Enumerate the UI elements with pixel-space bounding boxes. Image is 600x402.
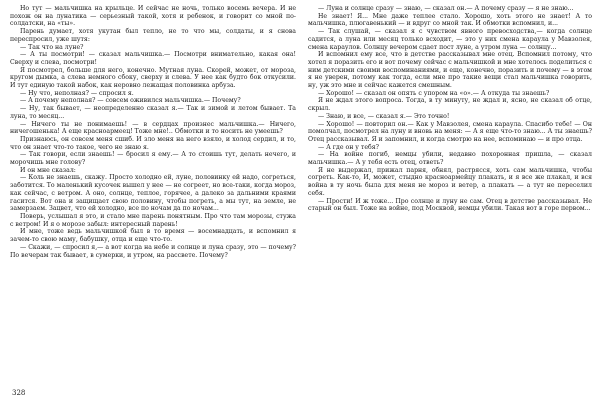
paragraph: Парень думает, хотя укутан был тепло, не то что мы, солдаты, и я снова переспросил, уже шутя: bbox=[10, 28, 296, 43]
paragraph: Я не ждал этого вопроса. Тогда, в ту минуту, не ждал и, ясно, не сказал об отце, скрыл. bbox=[308, 97, 592, 113]
paragraph: — А почему неполная? — совсем оживился мальчишка.— Почему? bbox=[20, 97, 241, 105]
page-number: 328 bbox=[12, 389, 26, 397]
paragraph: — Так что на луне? bbox=[20, 43, 84, 51]
paragraph: — Ну что, неполная? — спросил я. bbox=[20, 89, 134, 97]
paragraph: Признаюсь, он совсем меня сшиб. И зло меня на него взяло, и холод сердил, и то, что он знает что-то такое, чего не знаю я. bbox=[10, 135, 296, 151]
paragraph: И мне, тоже ведь мальчишкой был в то время — восемнадцать, и вспомнил я зачем-то свою маму, бабушку, отца и еще что-то. bbox=[10, 228, 296, 244]
paragraph: — Так говори, если знаешь! — бросил я ему.— А то стоишь тут, делать нечего, и морочишь мне голову? bbox=[10, 151, 296, 167]
left-page-column bbox=[10, 5, 296, 385]
paragraph: Я не выдержал, прижал парня, обнял, растрясся, хоть сам мальчишка, чтобы согреть. Как-то, И, может, стыдно красноармейцу плакать, и я все же плакал, и вся война в ту ночь была для меня не мороз и ветер, а плакать — а тут не переселил себя. bbox=[308, 166, 592, 197]
paragraph: — Хорошо! — сказал он опять с упором на «о».— А откуда ты знаешь? bbox=[318, 89, 550, 97]
paragraph: — Хорошо! — повторил он.— Как у Мавзолея, смена караула. Спасибо тебе! — Он помолчал, посмотрел на луну и вновь на меня: — А я еще что-то знаю... А ты знаешь? Отец рассказывал. Я и запомнил, и когда смотрю на нее, вспоминаю — и про отца. bbox=[308, 120, 592, 143]
paragraph: Не знает! Я... Мне даже теплее стало. Хорошо, хоть этого не знает! А то мальчишка, плюгавенький — и вдруг со мной так. И обмотки вспомнил, и... bbox=[308, 12, 592, 28]
paragraph: — А ты посмотри! — сказал мальчишка.— Посмотри внимательно, какая она! Сверху и слева, посмотри! bbox=[10, 51, 296, 66]
paragraph: — Знаю, и все, — сказал я.— Это точно! bbox=[318, 112, 450, 120]
paragraph: — Луна и солнце сразу — знаю, — сказал он.— А почему сразу — я не знаю... bbox=[318, 5, 574, 12]
paragraph: И он мне сказал: bbox=[20, 166, 76, 174]
paragraph: — Ну, так бывает, — неопределенно сказал я.— Так и зимой и летом бывает. Та луна, то месяц... bbox=[10, 105, 296, 120]
paragraph: — Ничего ты не понимаешь! — в сердцах произнес мальчишка.— Ничего, ничегошенька! А еще красноармеец! Тоже мне!.. Обмотки и то носить не умеешь? bbox=[10, 120, 296, 136]
paragraph: — Так слушай, — сказал я с чувством явного превосходства,— когда солнце садится, а луна или месяц только всходит, — это у них смена караула у Мавзолея, смена караулов. Солнцу вечером сдает пост луне, а утром луна — солнцу... bbox=[308, 28, 592, 51]
paragraph: — Прости! И ж тоже... Про солнце и луну не сам. Отец в детстве рассказывал. Не старый он был. Тоже на войне, под Москвой, немцы убили. Такая вот в горе первом... bbox=[308, 197, 592, 213]
paragraph: — Скажи, — спросил я,— а вот когда на небе и солнце и луна сразу, это — почему? По вечерам так бывает, в сумерки, и утром, на рассвете. Почему? bbox=[10, 243, 296, 259]
paragraph: Но тут — мальчишка на крыльце. И сейчас не ночь, только восемь вечера. И не похож он на лунатика — серьезный такой, хотя и ребенок, и говорит со мной по-солдатски, на «ты». bbox=[10, 5, 296, 28]
paragraph: — А где он у тебя? bbox=[318, 143, 379, 151]
paragraph: Поверь, услышал я это, и стало мне парень понятным. Про что там морозы, стужа с ветром! И я о морозе забыл: интересный парень! bbox=[10, 212, 296, 228]
paragraph: Я посмотрел, больше для него, конечно. Мутная луна. Скорей, может, от мороза, кругом дымка, а слева немного сбоку, сверху и слева. У нее как будто бок откусили. И тут единую такой набок, как неровно лежащая половинка арбуза. bbox=[10, 66, 296, 90]
paragraph: — На войне погиб, немцы убили, недавно похоронная пришла, — сказал мальчишка.— А у тебя есть отец, ответь? bbox=[308, 151, 592, 167]
paragraph: — Коль не знаешь, скажу. Просто холодно ей, луне, половинку ей надо, согреться, заботится. То маленький кусочек вышел у нее — не согреет, но все-таки, когда мороз, как сейчас, с ветром. А оно, солнце, теплое, горячее, а далеко за дальними краями гасится. Вот она и защищает свою половину, чтобы погреть, а мы тут, на земле, не замерзаем. Зацвет, что ей холодно, все по ночам да по ночам... bbox=[10, 174, 296, 213]
right-page-column bbox=[308, 5, 592, 385]
paragraph: И вспомнил ему все, что в детстве рассказывал мне отец. Вспомнил потому, что хотел я поразить его и вот почему сейчас с мальчишкой и мне хотелось поделиться с ним детскими своими воспоминаниями, и еще, конечно, поразить и почему — в этом я не уверен, потому как тогда, если мне про такие вещи стал мальчишка говорить, ну, уж это мне и сейчас кажется смешным. bbox=[308, 51, 592, 90]
